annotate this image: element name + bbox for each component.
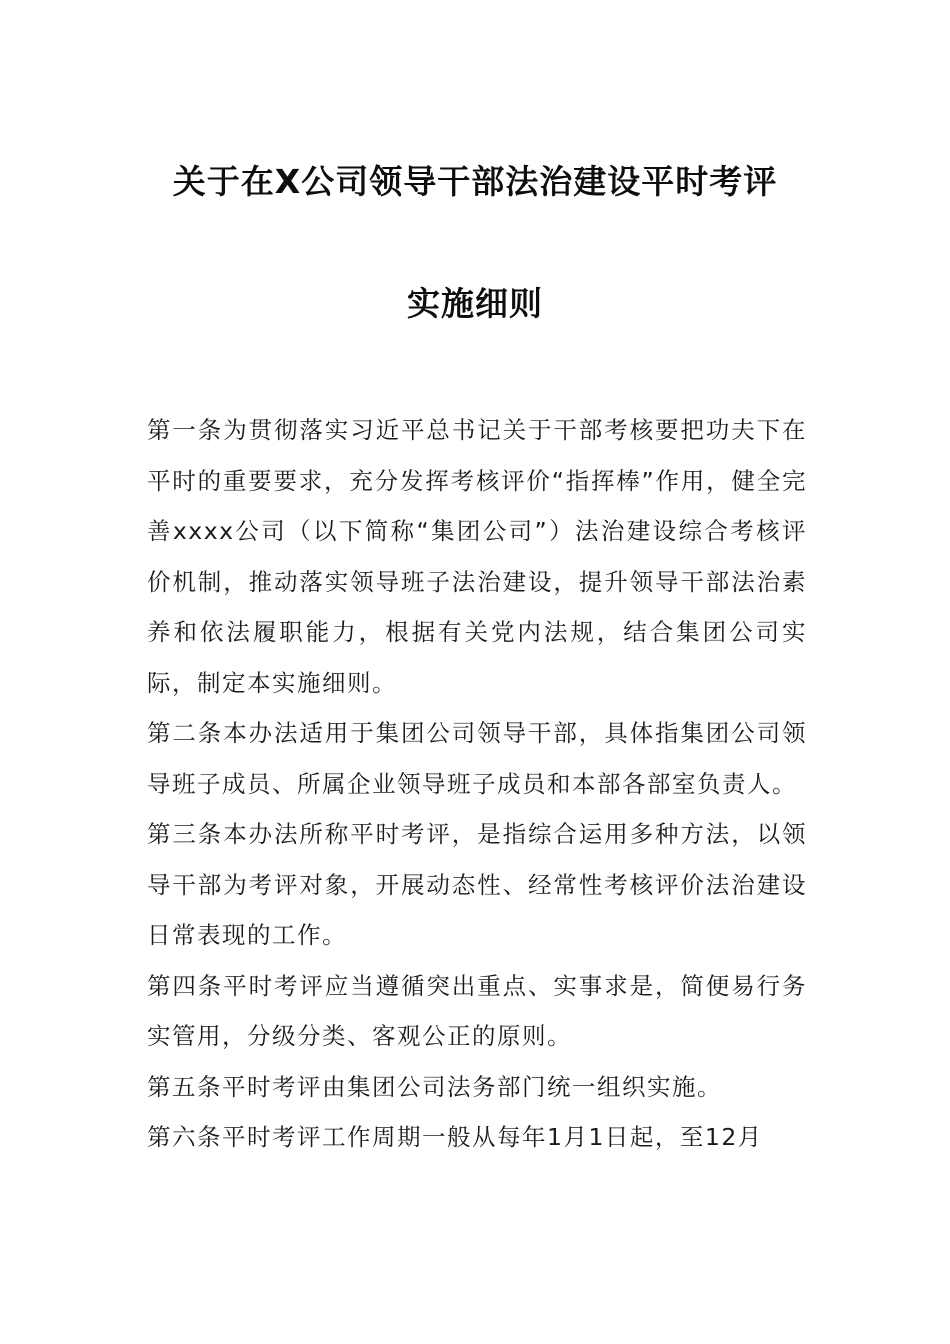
article-3-paragraph: 第三条本办法所称平时考评，是指综合运用多种方法，以领导干部为考评对象，开展动态性、经常性考核评价法治建设日常表现的工作。 <box>147 820 807 949</box>
document-title-line-1: 关于在X公司领导干部法治建设平时考评 <box>172 162 778 201</box>
article-2-paragraph: 第二条本办法适用于集团公司领导干部，具体指集团公司领导班子成员、所属企业领导班子成员和本部各部室负责人。 <box>147 719 807 798</box>
document-body <box>147 405 807 1163</box>
article-5-paragraph: 第五条平时考评由集团公司法务部门统一组织实施。 <box>147 1072 722 1101</box>
article-4-paragraph: 第四条平时考评应当遵循突出重点、实事求是，简便易行务实管用，分级分类、客观公正的原则。 <box>147 971 807 1050</box>
article-6-paragraph: 第六条平时考评工作周期一般从每年1月1日起，至12月 <box>147 1123 763 1151</box>
document-title-line-2: 实施细则 <box>407 284 543 323</box>
article-1-paragraph: 第一条为贯彻落实习近平总书记关于干部考核要把功夫下在平时的重要要求，充分发挥考核评价“指挥棒”作用，健全完善xxxx公司（以下简称“集团公司”）法治建设综合考核评价机制，推动落实领导班子法治建设，提升领导干部法治素养和依法履职能力，根据有关党内法规，结合集团公司实际，制定本实施细则。 <box>147 416 807 697</box>
